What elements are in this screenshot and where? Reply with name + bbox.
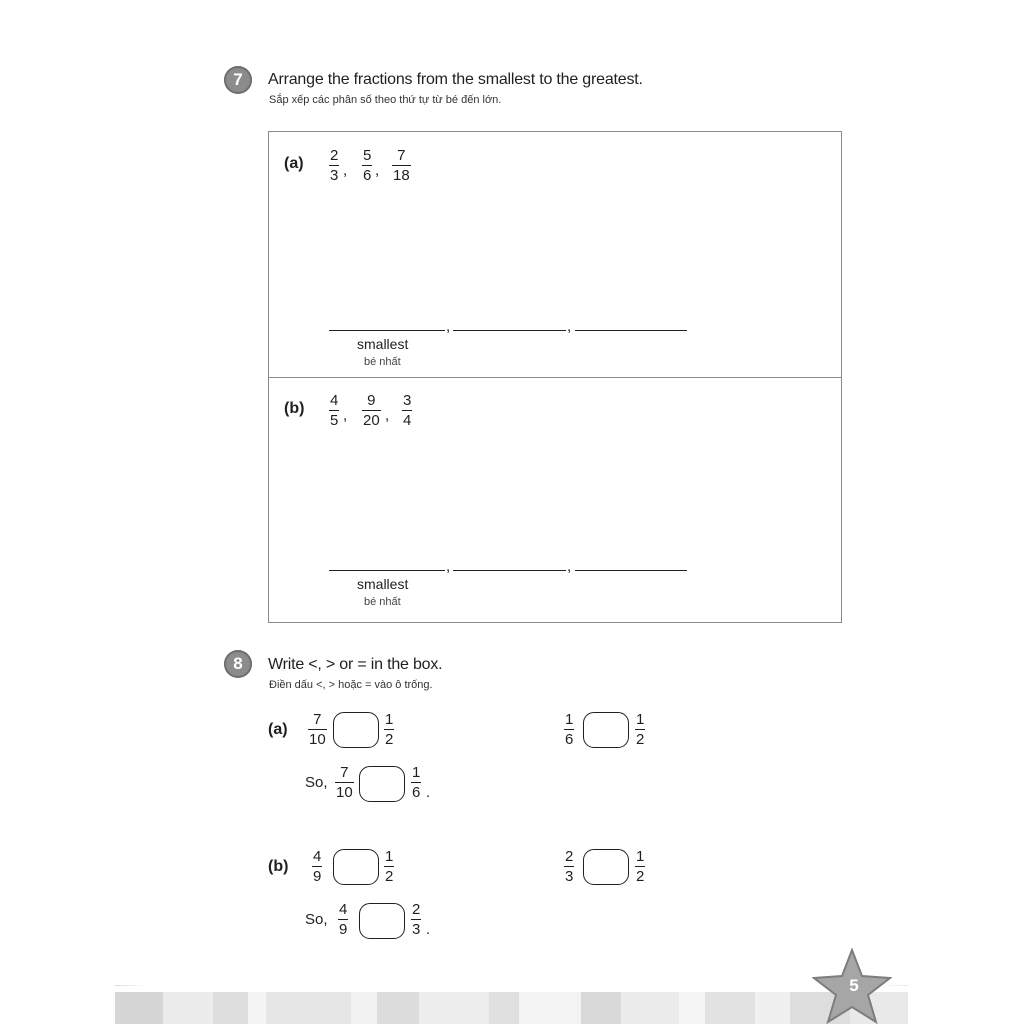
question-8-subtitle: Điền dấu <, > hoặc = vào ô trống. bbox=[269, 679, 433, 691]
comma: , bbox=[446, 558, 451, 575]
numerator: 5 bbox=[363, 147, 372, 164]
question-7-title: Arrange the fractions from the smallest to the greatest. bbox=[268, 71, 643, 88]
answer-blank-middle[interactable] bbox=[453, 570, 566, 571]
denominator: 20 bbox=[363, 412, 380, 429]
smallest-label: smallest bbox=[357, 336, 409, 352]
fraction-5-6 bbox=[362, 147, 372, 184]
fraction-1-6 bbox=[411, 764, 421, 801]
numerator: 7 bbox=[397, 147, 406, 164]
fraction-bar bbox=[308, 729, 327, 730]
numerator: 2 bbox=[565, 848, 574, 865]
numerator: 4 bbox=[339, 901, 348, 918]
fraction-bar bbox=[564, 729, 574, 730]
fraction-1-2 bbox=[384, 848, 394, 885]
fraction-bar bbox=[411, 782, 421, 783]
numerator: 4 bbox=[313, 848, 322, 865]
denominator: 2 bbox=[636, 731, 645, 748]
answer-blank-greatest[interactable] bbox=[575, 570, 687, 571]
fraction-1-2 bbox=[635, 711, 645, 748]
smallest-label-vi: bé nhất bbox=[364, 596, 401, 608]
comma: , bbox=[343, 407, 348, 424]
fraction-bar bbox=[635, 866, 645, 867]
so-label: So, bbox=[305, 911, 328, 928]
numerator: 1 bbox=[385, 711, 394, 728]
comma: , bbox=[567, 318, 572, 335]
denominator: 4 bbox=[403, 412, 412, 429]
page-number: 5 bbox=[849, 976, 859, 995]
comma: , bbox=[567, 558, 572, 575]
fraction-1-6 bbox=[564, 711, 574, 748]
numerator: 4 bbox=[330, 392, 339, 409]
fraction-bar bbox=[564, 866, 574, 867]
fraction-3-4 bbox=[402, 392, 412, 429]
denominator: 2 bbox=[636, 868, 645, 885]
numerator: 7 bbox=[340, 764, 349, 781]
answer-box-divider bbox=[268, 377, 842, 378]
part-b-label: (b) bbox=[284, 400, 305, 417]
fraction-2-3 bbox=[411, 901, 421, 938]
comparison-box[interactable] bbox=[359, 766, 405, 802]
question-7-subtitle: Sắp xếp các phân số theo thứ tự từ bé đến lớn. bbox=[269, 94, 502, 106]
question-7-badge: 7 bbox=[224, 66, 252, 94]
comparison-box[interactable] bbox=[583, 849, 629, 885]
numerator: 7 bbox=[313, 711, 322, 728]
part-b-label: (b) bbox=[268, 858, 289, 875]
comma: , bbox=[446, 318, 451, 335]
denominator: 6 bbox=[412, 784, 421, 801]
comparison-box[interactable] bbox=[583, 712, 629, 748]
fraction-bar bbox=[384, 729, 394, 730]
fraction-bar bbox=[335, 782, 354, 783]
comma: , bbox=[343, 162, 348, 179]
answer-blank-middle[interactable] bbox=[453, 330, 566, 331]
period: . bbox=[426, 921, 431, 938]
fraction-2-3 bbox=[564, 848, 574, 885]
numerator: 1 bbox=[412, 764, 421, 781]
denominator: 2 bbox=[385, 731, 394, 748]
denominator: 10 bbox=[309, 731, 326, 748]
answer-blank-smallest[interactable] bbox=[329, 330, 445, 331]
fraction-7-10 bbox=[335, 764, 354, 801]
fraction-2-3 bbox=[329, 147, 339, 184]
fraction-4-5 bbox=[329, 392, 339, 429]
answer-blank-greatest[interactable] bbox=[575, 330, 687, 331]
fraction-9-20 bbox=[362, 392, 381, 429]
period: . bbox=[426, 784, 431, 801]
fraction-4-9 bbox=[338, 901, 348, 938]
smallest-label-vi: bé nhất bbox=[364, 356, 401, 368]
fraction-bar bbox=[384, 866, 394, 867]
fraction-bar bbox=[362, 410, 381, 411]
denominator: 10 bbox=[336, 784, 353, 801]
comparison-box[interactable] bbox=[333, 849, 379, 885]
numerator: 1 bbox=[385, 848, 394, 865]
fraction-1-2 bbox=[384, 711, 394, 748]
comma: , bbox=[385, 407, 390, 424]
fraction-bar bbox=[312, 866, 322, 867]
fraction-bar bbox=[635, 729, 645, 730]
denominator: 3 bbox=[412, 921, 421, 938]
fraction-7-10 bbox=[308, 711, 327, 748]
numerator: 3 bbox=[403, 392, 412, 409]
fraction-4-9 bbox=[312, 848, 322, 885]
denominator: 5 bbox=[330, 412, 339, 429]
smallest-label: smallest bbox=[357, 576, 409, 592]
answer-blank-smallest[interactable] bbox=[329, 570, 445, 571]
question-8-title: Write <, > or = in the box. bbox=[268, 656, 443, 673]
numerator: 1 bbox=[636, 711, 645, 728]
denominator: 9 bbox=[313, 868, 322, 885]
numerator: 1 bbox=[565, 711, 574, 728]
fraction-bar bbox=[362, 165, 372, 166]
fraction-bar bbox=[402, 410, 412, 411]
part-a-label: (a) bbox=[268, 721, 288, 738]
fraction-bar bbox=[329, 165, 339, 166]
question-8-badge: 8 bbox=[224, 650, 252, 678]
comparison-box[interactable] bbox=[333, 712, 379, 748]
fraction-bar bbox=[329, 410, 339, 411]
so-label: So, bbox=[305, 774, 328, 791]
numerator: 1 bbox=[636, 848, 645, 865]
denominator: 2 bbox=[385, 868, 394, 885]
denominator: 3 bbox=[330, 167, 339, 184]
numerator: 2 bbox=[412, 901, 421, 918]
denominator: 6 bbox=[565, 731, 574, 748]
denominator: 9 bbox=[339, 921, 348, 938]
denominator: 6 bbox=[363, 167, 372, 184]
part-a-label: (a) bbox=[284, 155, 304, 172]
denominator: 18 bbox=[393, 167, 410, 184]
fraction-7-18 bbox=[392, 147, 411, 184]
fraction-bar bbox=[338, 919, 348, 920]
denominator: 3 bbox=[565, 868, 574, 885]
numerator: 2 bbox=[330, 147, 339, 164]
comparison-box[interactable] bbox=[359, 903, 405, 939]
numerator: 9 bbox=[367, 392, 376, 409]
comma: , bbox=[375, 162, 380, 179]
fraction-1-2 bbox=[635, 848, 645, 885]
fraction-bar bbox=[392, 165, 411, 166]
footer-curve bbox=[115, 972, 908, 992]
fraction-bar bbox=[411, 919, 421, 920]
